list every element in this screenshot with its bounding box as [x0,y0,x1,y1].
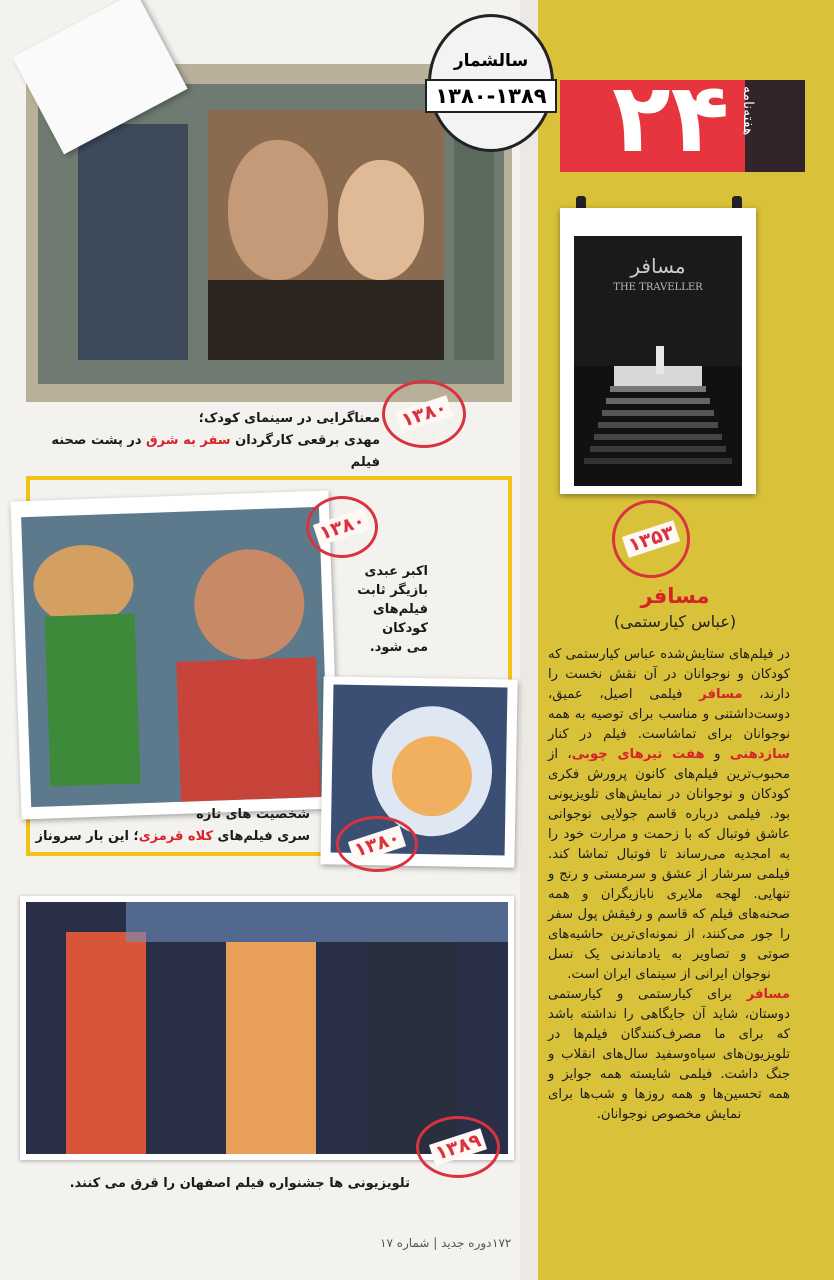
article-text: ، از محبوب‌ترین فیلم‌های کانون پرورش فکری کودکان و نوجوانان در نمایش‌های تلویزیونی بود. فیلمی درباره قاسم جولایی نوجوانی عاشق فوتبال که با زحمت و مرارت خود را به امجدیه می‌رساند تا فوتبال تماشا کند. فیلمی سرشار از عشق و سرمستی و رنج و تنهایی. لهجه ملایری نابازیگران و همه صحنه‌های فیلم که قاسم و رفیقش پول سفر را جور می‌کنند، از نمونه‌ای‌ترین حاشیه‌های صوتی و تصاویر به یادماندنی یک نسل نوجوان ایرانی از سینمای ایران است. [548,747,790,982]
film-title-highlight: مسافر [746,987,790,1002]
article-text: در فیلم‌های ستایش‌شده عباس کیارستمی که کودکان و نوجوانان در آن نقش نخست را دارند، [548,647,790,702]
poster-image [574,236,742,486]
photo-image [21,507,329,807]
film-title-highlight: هفت تیرهای چوبی [571,747,705,762]
window-pane [454,124,494,360]
caption-line: بازیگر ثابت [357,583,428,598]
timeline-seal [428,14,554,152]
photo-subjects [208,110,444,360]
page-number: ۱۷۲ [492,1236,512,1250]
year-stamp [612,500,690,578]
year-stamp-text: ۱۳۸۰ [348,825,407,863]
seal-years: ۱۳۸۰-۱۳۸۹ [425,79,557,113]
issue-number: ۲۴ [612,62,730,174]
photo2-caption [338,562,428,657]
caption-line: شخصیت های تازه [196,807,310,822]
caption-line: می شود. [369,640,428,655]
photo-actor-puppet [11,491,340,820]
article-text: برای کیارستمی و کیارستمی دوستان، شاید آن جایگاهی را نداشته باشد که برای ما مصرف‌کنندگان فیلم‌ها در تلویزیون‌های سیاه‌وسفید سال‌های انقلاب و جنگ داشت. فیلمی شایسته همه جوایز و همه تحسین‌ها و همه روزها و شب‌ها برای نمایش مخصوص نوجوانان. [548,987,790,1122]
year-stamp-text: ۱۳۸۰ [395,395,454,433]
caption-line: اکبر عبدی [364,564,428,579]
year-stamp [382,380,466,448]
film-poster [560,208,756,494]
caption-line: فیلم‌های کودکان [372,602,428,636]
year-stamp-text: ۱۳۸۰ [313,508,372,546]
article-title: مسافر [640,584,710,608]
caption-highlight: کلاه قرمزی [138,829,214,844]
film-title-highlight: سازدهنی [729,747,790,762]
year-stamp-text: ۱۳۵۳ [622,520,681,558]
poster-title: مسافر [630,254,686,278]
caption-text: مهدی برقعی کارگردان [230,433,380,448]
year-stamp-text: ۱۳۸۹ [429,1128,488,1166]
photo4-caption: تلویزیونی ها جشنواره فیلم اصفهان را قرق می کنند. [69,1176,410,1191]
photo1-caption [30,408,380,474]
poster-subtitle: THE TRAVELLER [613,282,703,293]
photo3-caption [30,804,310,848]
window-pane [78,124,188,360]
gutter [520,0,538,1280]
photo-image [26,902,508,1154]
seal-title: سالشمار [453,51,529,71]
article-text: فیلمی اصیل، عمیق، دوست‌داشتنی و مناسب برای توصیه به همه نوجوانان برای تماشاست. فیلم در کنار [548,687,790,742]
year-stamp [306,496,378,558]
film-title-highlight: مسافر [699,687,743,702]
caption-highlight: سفر به شرق [146,433,231,448]
issue-vertical-label: هفته‌نامه [740,86,756,136]
year-stamp [416,1116,500,1178]
article-author: (عباس کیارستمی) [613,612,737,631]
article-text: و [704,747,730,762]
caption-line [30,826,310,848]
article-body [548,645,790,1125]
caption-text: در پشت صحنه فیلم [51,433,380,470]
caption-text: سری فیلم‌های [213,829,310,844]
caption-line [30,430,380,474]
issue-info: دوره جدید | شماره ۱۷ [380,1236,492,1250]
caption-line: معناگرایی در سینمای کودک؛ [198,411,380,426]
year-stamp [336,816,418,872]
caption-text: ؛ این بار سروناز [35,829,139,844]
stairway-illustration [574,236,742,486]
